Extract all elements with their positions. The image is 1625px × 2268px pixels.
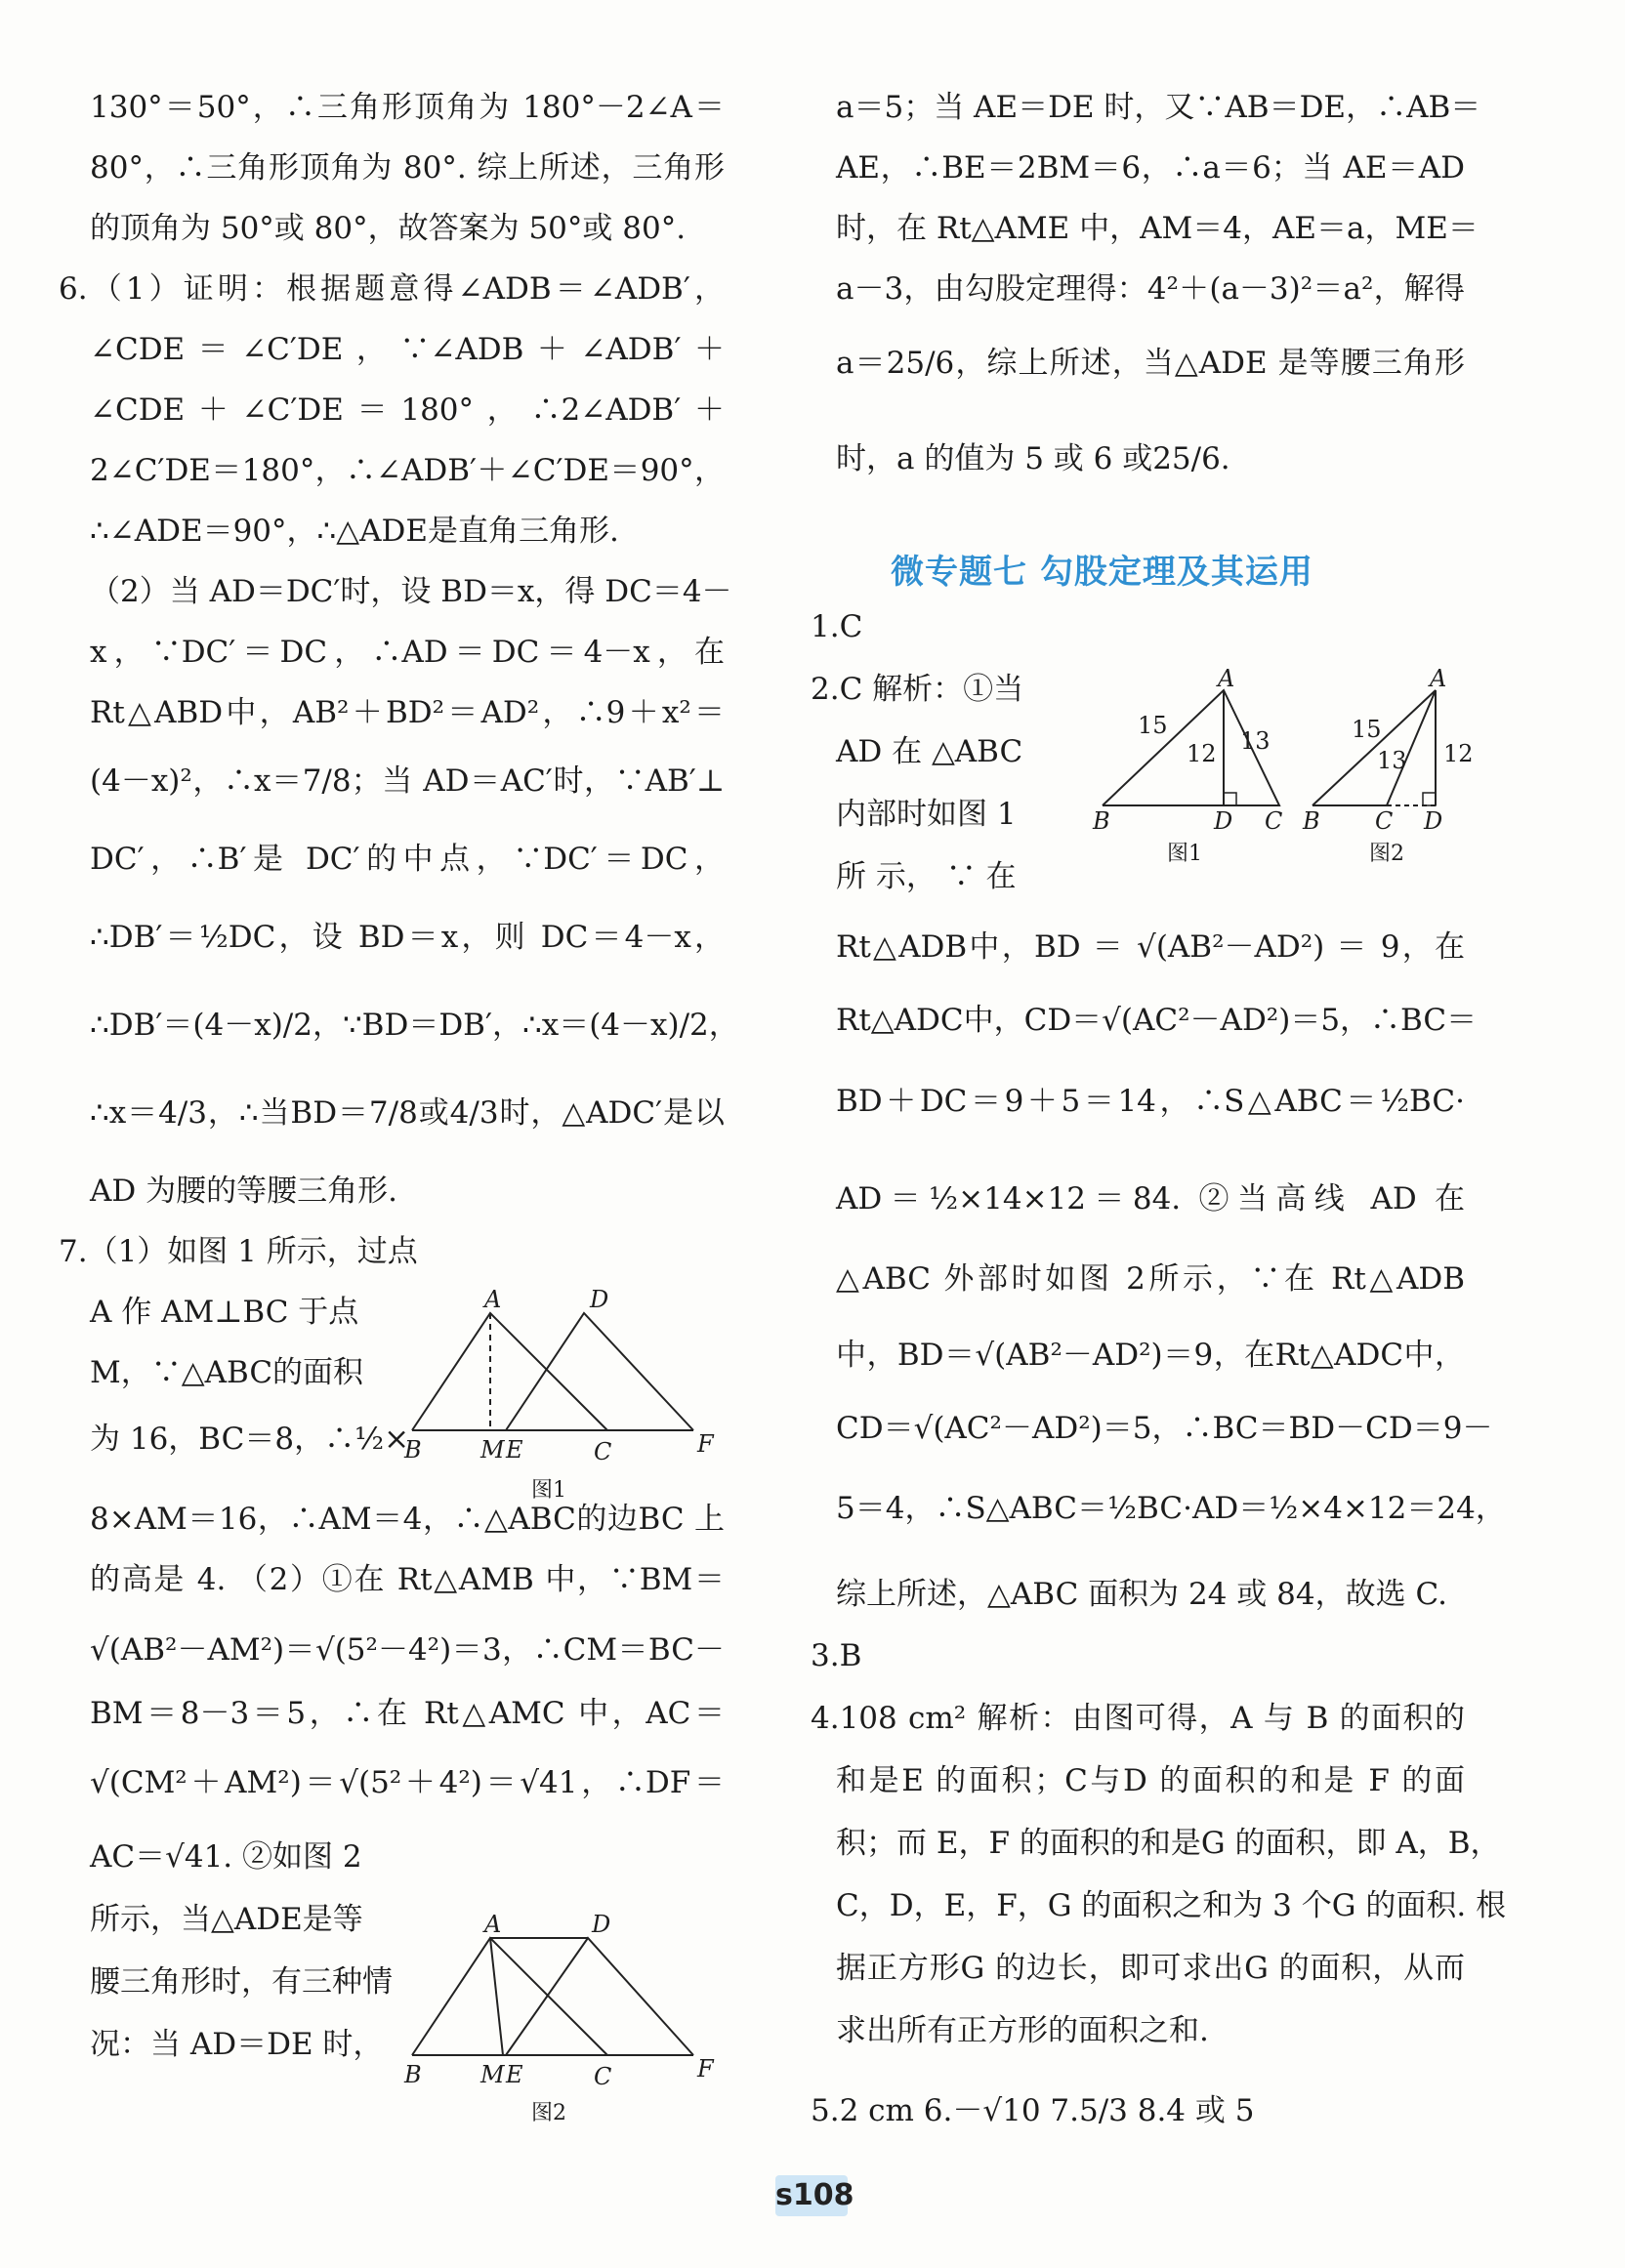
label-E: E (506, 1436, 523, 1464)
text-line: Rt△ABD中，AB²＋BD²＝AD²，∴9＋x²＝ (90, 695, 725, 730)
text-line: (4－x)²，∴x＝7/8；当 AD＝AC′时，∵AB′⊥ (90, 763, 725, 799)
text-line: 为 16，BC＝8，∴½× (90, 1422, 410, 1457)
text-line: 时，a 的值为 5 或 6 或25/6. (836, 441, 1230, 476)
value-13: 13 (1377, 747, 1407, 774)
text-line: DC′，∴B′是 DC′的中点，∵DC′＝DC， (90, 842, 725, 877)
text-line: a－3，由勾股定理得：4²＋(a－3)²＝a²，解得 (836, 271, 1465, 307)
text-line: A 作 AM⊥BC 于点 (90, 1295, 359, 1330)
text-line: 7.（1）如图 1 所示，过点 (59, 1234, 418, 1269)
label-D: D (590, 1286, 609, 1313)
text-line: 中，BD＝√(AB²－AD²)＝9，在Rt△ADC中， (836, 1338, 1465, 1373)
value-12: 12 (1443, 740, 1474, 767)
label-A: A (1430, 669, 1447, 692)
text-line: AC＝√41. ②如图 2 (90, 1839, 362, 1875)
label-D: D (592, 1911, 611, 1938)
text-line: BD＋DC＝9＋5＝14，∴S△ABC＝½BC· (836, 1084, 1465, 1119)
text-line: √(CM²＋AM²)＝√(5²＋4²)＝√41，∴DF＝ (90, 1765, 725, 1800)
text-line: 1.C (811, 609, 863, 644)
left-figure-1 (400, 1284, 723, 1512)
text-line: AD 为腰的等腰三角形. (90, 1174, 397, 1209)
text-line: 4.108 cm² 解析：由图可得，A 与 B 的面积的 (811, 1701, 1465, 1736)
text-line: 2.C 解析：①当 (811, 672, 1024, 707)
figure-caption: 图1 (1167, 842, 1202, 866)
text-line: 8×AM＝16，∴AM＝4，∴△ABC的边BC 上 (90, 1502, 725, 1537)
text-line: ∠CDE＝∠C′DE，∵∠ADB＋∠ADB′＋ (90, 332, 725, 367)
text-line: 况：当 AD＝DE 时， (90, 2027, 384, 2062)
text-line: 腰三角形时，有三种情 (90, 1964, 393, 2000)
label-B: B (404, 2061, 422, 2088)
text-line: M，∵△ABC的面积 (90, 1355, 364, 1390)
text-line: 内部时如图 1 (836, 797, 1017, 832)
text-line: Rt△ADB中，BD ＝ √(AB²－AD²) ＝ 9，在 (836, 929, 1465, 965)
text-line: a＝5；当 AE＝DE 时，又∵AB＝DE，∴AB＝ (836, 90, 1481, 125)
text-line: 据正方形G 的边长，即可求出G 的面积，从而 (836, 1951, 1465, 1986)
label-F: F (697, 2055, 714, 2082)
text-line: 求出所有正方形的面积之和. (836, 2013, 1209, 2048)
label-C: C (594, 1438, 612, 1465)
label-D: D (1424, 807, 1443, 835)
page-number: s108 (775, 2175, 848, 2216)
label-A: A (484, 1911, 502, 1938)
section-title: 微专题七 勾股定理及其运用 (891, 553, 1313, 592)
text-line: CD＝√(AC²－AD²)＝5，∴BC＝BD－CD＝9－ (836, 1411, 1493, 1446)
text-line: ∴DB′＝(4－x)/2，∵BD＝DB′，∴x＝(4－x)/2， (90, 1008, 739, 1043)
figure-caption: 图2 (531, 2101, 566, 2125)
label-B: B (404, 1436, 422, 1464)
text-line: 80°，∴三角形顶角为 80°. 综上所述，三角形 (90, 150, 725, 186)
text-line: C，D，E，F，G 的面积之和为 3 个G 的面积. 根 (836, 1888, 1507, 1923)
label-M: M (480, 1436, 505, 1464)
text-line: ∴DB′＝½DC，设 BD＝x，则 DC＝4－x， (90, 920, 725, 955)
text-line: 的顶角为 50°或 80°，故答案为 50°或 80°. (90, 211, 687, 246)
text-line: 积；而 E，F 的面积的和是G 的面积，即 A，B， (836, 1826, 1501, 1861)
label-C: C (1265, 807, 1283, 835)
text-line: BM＝8－3＝5，∴在 Rt△AMC 中，AC＝ (90, 1696, 725, 1731)
value-13: 13 (1240, 727, 1271, 755)
label-B: B (1093, 807, 1110, 835)
label-F: F (697, 1430, 714, 1458)
text-line: 5.2 cm 6.－√10 7.5/3 8.4 或 5 (811, 2093, 1255, 2128)
value-15: 15 (1352, 716, 1382, 743)
label-C: C (594, 2063, 612, 2090)
figure-caption: 图1 (531, 1478, 566, 1503)
text-line: 130°＝50°，∴三角形顶角为 180°－2∠A＝ (90, 90, 725, 125)
label-A: A (1218, 669, 1235, 692)
text-line: 6.（1）证明：根据题意得∠ADB＝∠ADB′， (59, 271, 725, 307)
label-C: C (1375, 807, 1394, 835)
label-A: A (484, 1286, 502, 1313)
value-15: 15 (1138, 712, 1168, 739)
label-E: E (506, 2061, 523, 2088)
text-line: √(AB²－AM²)＝√(5²－4²)＝3，∴CM＝BC－ (90, 1632, 725, 1668)
text-line: 3.B (811, 1638, 862, 1673)
text-line: 所 示， ∵ 在 (836, 859, 1017, 894)
text-line: ∴∠ADE＝90°，∴△ADE是直角三角形. (90, 514, 619, 549)
text-line: 2∠C′DE＝180°，∴∠ADB′＋∠C′DE＝90°， (90, 453, 725, 488)
label-D: D (1214, 807, 1233, 835)
text-line: 和是E 的面积；C与D 的面积的和是 F 的面 (836, 1763, 1465, 1798)
text-line: △ABC 外部时如图 2所示，∵在 Rt△ADB (836, 1261, 1465, 1297)
text-line: 5＝4，∴S△ABC＝½BC·AD＝½×4×12＝24， (836, 1491, 1506, 1526)
figure-caption: 图2 (1369, 842, 1404, 866)
text-line: AD＝½×14×12＝84. ②当高线 AD 在 (836, 1181, 1465, 1216)
text-line: 所示，当△ADE是等 (90, 1902, 363, 1937)
text-line: a＝25/6，综上所述，当△ADE 是等腰三角形 (836, 346, 1465, 381)
text-line: x，∵DC′＝DC，∴AD＝DC＝4－x，在 (90, 635, 725, 670)
text-line: 综上所述，△ABC 面积为 24 或 84，故选 C. (836, 1577, 1447, 1612)
label-M: M (480, 2061, 505, 2088)
text-line: AE，∴BE＝2BM＝6，∴a＝6；当 AE＝AD (836, 150, 1465, 186)
value-12: 12 (1187, 740, 1217, 767)
text-line: Rt△ADC中，CD＝√(AC²－AD²)＝5，∴BC＝ (836, 1003, 1478, 1038)
text-line: 时，在 Rt△AME 中，AM＝4，AE＝a，ME＝ (836, 211, 1479, 246)
text-line: ∴x＝4/3，∴当BD＝7/8或4/3时，△ADC′是以 (90, 1095, 725, 1131)
label-B: B (1303, 807, 1320, 835)
text-line: ∠CDE＋∠C′DE＝180°，∴2∠ADB′＋ (90, 392, 725, 428)
text-line: AD 在 △ABC (836, 734, 1023, 769)
right-figure-1 (1089, 669, 1284, 887)
text-line: 的高是 4. （2）①在 Rt△AMB 中，∵BM＝ (90, 1562, 725, 1597)
left-figure-2 (400, 1909, 723, 2137)
text-line: （2）当 AD＝DC′时，设 BD＝x，得 DC＝4－ (90, 574, 732, 609)
right-figure-2 (1299, 669, 1494, 887)
